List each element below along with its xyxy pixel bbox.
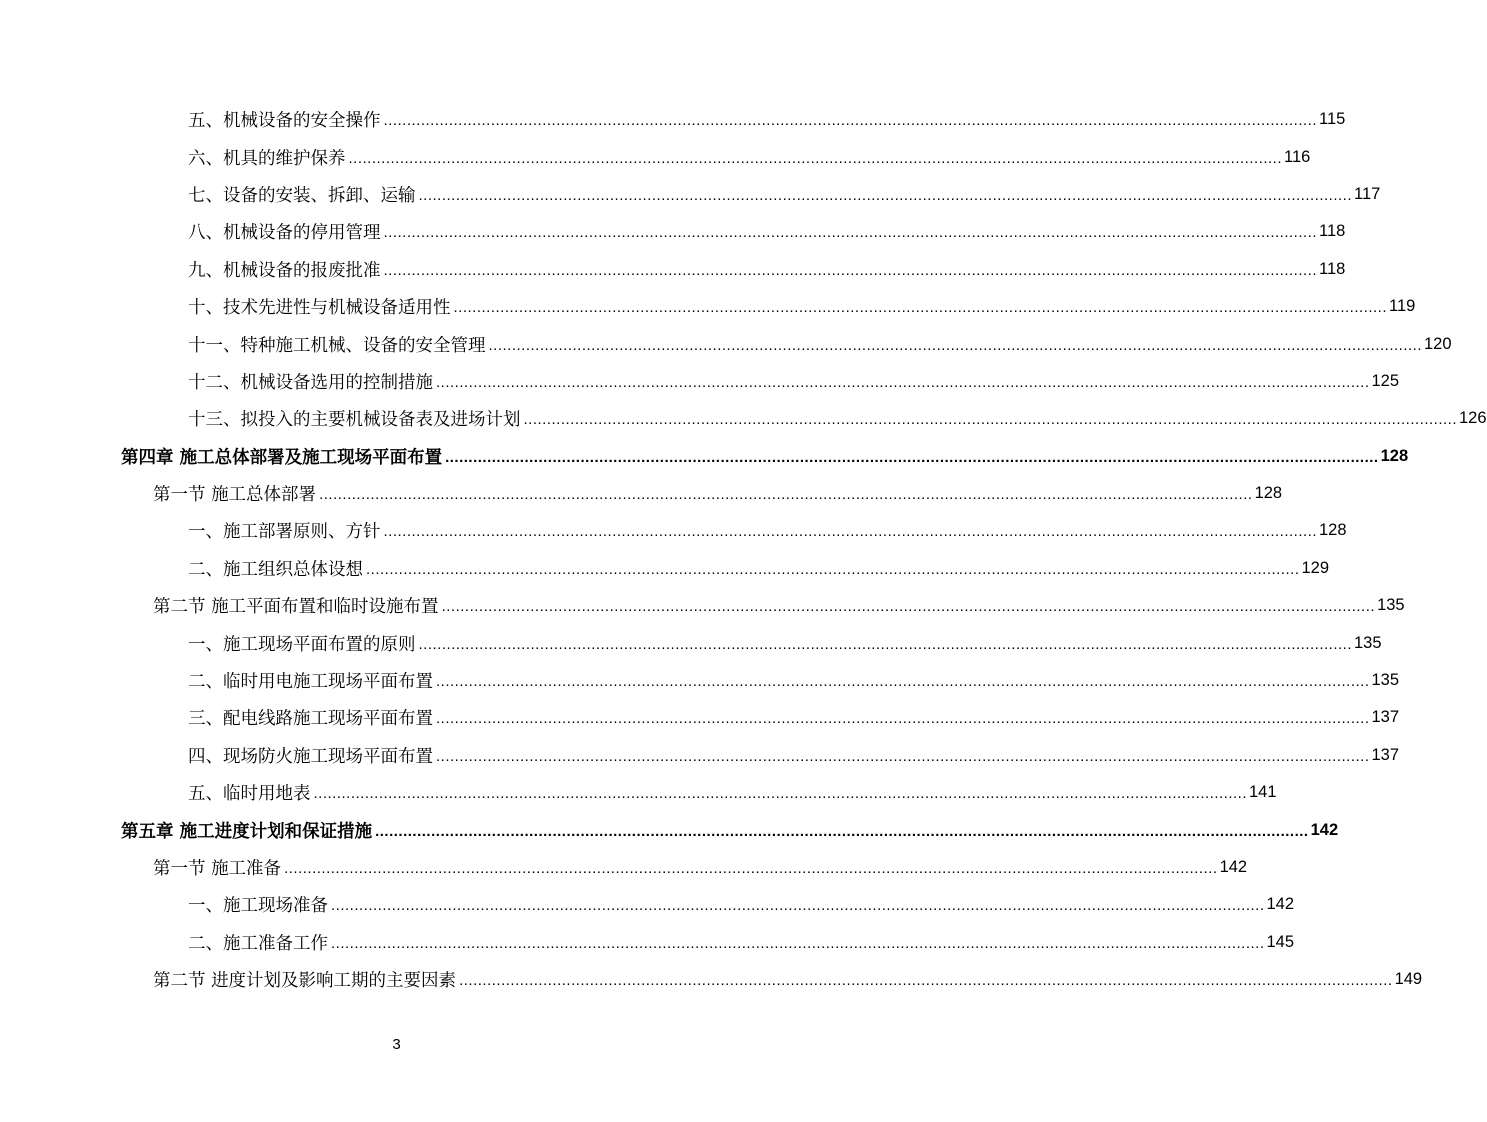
toc-leader-dots: ........................................................................................................................................................................................................ <box>284 860 1218 877</box>
toc-subsection-entry[interactable] <box>0 101 1346 138</box>
toc-subsection-entry[interactable] <box>0 288 1416 325</box>
toc-subsection-entry[interactable] <box>0 737 1400 774</box>
toc-section-entry[interactable] <box>0 849 1248 886</box>
toc-leader-dots: ........................................................................................................................................................................................................ <box>348 149 1282 167</box>
toc-leader-dots: ........................................................................................................................................................................................................ <box>383 224 1317 242</box>
toc-entry-title: 十三、拟投入的主要机械设备表及进场计划 <box>188 410 521 431</box>
toc-leader-dots: ........................................................................................................................................................................................................ <box>313 785 1247 803</box>
toc-entry-page: 149 <box>1394 970 1423 989</box>
toc-entry-title: 二、临时用电施工现场平面布置 <box>188 672 433 693</box>
toc-leader-dots: ........................................................................................................................................................................................................ <box>436 373 1370 391</box>
toc-leader-dots: ........................................................................................................................................................................................................ <box>445 448 1379 466</box>
toc-entry-title: 十二、机械设备选用的控制措施 <box>188 372 433 393</box>
toc-entry-title: 第二节 施工平面布置和临时设施布置 <box>153 597 439 618</box>
toc-leader-dots: ........................................................................................................................................................................................................ <box>441 598 1376 616</box>
toc-entry-title: 七、设备的安装、拆卸、运输 <box>188 185 416 206</box>
toc-entry-title: 第四章 施工总体部署及施工现场平面布置 <box>121 447 443 468</box>
toc-subsection-entry[interactable] <box>0 213 1346 250</box>
toc-entry-page: 115 <box>1319 110 1346 129</box>
toc-entry-page: 128 <box>1254 484 1283 503</box>
toc-leader-dots: ........................................................................................................................................................................................................ <box>331 897 1265 915</box>
table-of-contents <box>0 101 1487 998</box>
toc-subsection-entry[interactable] <box>0 176 1381 213</box>
toc-entry-page: 135 <box>1377 596 1405 615</box>
toc-entry-page: 129 <box>1301 558 1330 577</box>
toc-entry-title: 五、临时用地表 <box>188 784 311 805</box>
toc-entry-title: 八、机械设备的停用管理 <box>188 223 381 244</box>
toc-entry-page: 126 <box>1459 409 1487 428</box>
toc-entry-title: 六、机具的维护保养 <box>188 148 346 169</box>
toc-subsection-entry[interactable] <box>0 138 1311 175</box>
toc-subsection-entry[interactable] <box>0 886 1295 923</box>
toc-chapter-entry[interactable] <box>0 438 1409 475</box>
toc-leader-dots: ........................................................................................................................................................................................................ <box>488 336 1422 354</box>
toc-entry-title: 四、现场防火施工现场平面布置 <box>188 746 433 767</box>
toc-entry-page: 118 <box>1319 259 1346 278</box>
toc-leader-dots: ........................................................................................................................................................................................................ <box>375 822 1309 840</box>
toc-subsection-entry[interactable] <box>0 512 1347 549</box>
toc-entry-title: 十一、特种施工机械、设备的安全管理 <box>188 335 486 356</box>
toc-subsection-entry[interactable] <box>0 550 1330 587</box>
toc-leader-dots: ........................................................................................................................................................................................................ <box>366 560 1300 578</box>
toc-entry-title: 第二节 进度计划及影响工期的主要因素 <box>153 971 457 992</box>
toc-subsection-entry[interactable] <box>0 363 1400 400</box>
toc-entry-page: 137 <box>1371 708 1400 727</box>
toc-section-entry[interactable] <box>0 961 1423 998</box>
toc-leader-dots: ........................................................................................................................................................................................................ <box>453 299 1387 317</box>
toc-leader-dots: ........................................................................................................................................................................................................ <box>383 523 1317 541</box>
toc-entry-page: 128 <box>1380 446 1409 465</box>
toc-entry-title: 五、机械设备的安全操作 <box>188 111 381 132</box>
toc-entry-page: 142 <box>1219 858 1248 876</box>
toc-subsection-entry[interactable] <box>0 662 1400 699</box>
toc-subsection-entry[interactable] <box>0 624 1382 661</box>
toc-leader-dots: ........................................................................................................................................................................................................ <box>383 261 1317 279</box>
toc-entry-page: 145 <box>1266 932 1295 951</box>
toc-entry-page: 135 <box>1354 633 1382 652</box>
toc-entry-page: 116 <box>1284 147 1311 166</box>
toc-entry-page: 119 <box>1389 297 1416 316</box>
toc-entry-title: 第一节 施工准备 <box>153 859 282 879</box>
toc-entry-page: 142 <box>1266 895 1295 914</box>
toc-leader-dots: ........................................................................................................................................................................................................ <box>418 635 1352 653</box>
toc-section-entry[interactable] <box>0 587 1405 624</box>
toc-leader-dots: ........................................................................................................................................................................................................ <box>418 186 1352 204</box>
toc-entry-title: 十、技术先进性与机械设备适用性 <box>188 298 451 319</box>
toc-leader-dots: ........................................................................................................................................................................................................ <box>436 710 1370 728</box>
toc-leader-dots: ........................................................................................................................................................................................................ <box>436 673 1370 691</box>
toc-subsection-entry[interactable] <box>0 699 1400 736</box>
toc-entry-title: 二、施工组织总体设想 <box>188 559 363 580</box>
toc-leader-dots: ........................................................................................................................................................................................................ <box>319 486 1253 504</box>
toc-entry-page: 142 <box>1310 820 1339 839</box>
toc-entry-page: 141 <box>1249 783 1277 802</box>
toc-chapter-entry[interactable] <box>0 811 1339 848</box>
page-number: 3 <box>392 1036 401 1053</box>
toc-leader-dots: ........................................................................................................................................................................................................ <box>523 411 1457 429</box>
toc-entry-page: 120 <box>1424 334 1452 353</box>
toc-subsection-entry[interactable] <box>0 251 1346 288</box>
toc-section-entry[interactable] <box>0 475 1283 512</box>
toc-leader-dots: ........................................................................................................................................................................................................ <box>383 112 1317 130</box>
toc-subsection-entry[interactable] <box>0 774 1277 811</box>
toc-entry-page: 118 <box>1319 222 1346 241</box>
toc-leader-dots: ........................................................................................................................................................................................................ <box>436 747 1370 765</box>
toc-entry-title: 二、施工准备工作 <box>188 933 328 954</box>
toc-entry-title: 一、施工现场平面布置的原则 <box>188 634 416 655</box>
toc-entry-title: 三、配电线路施工现场平面布置 <box>188 709 433 730</box>
toc-subsection-entry[interactable] <box>0 400 1487 437</box>
toc-entry-page: 135 <box>1371 671 1400 690</box>
toc-entry-page: 117 <box>1354 184 1381 203</box>
toc-entry-title: 一、施工部署原则、方针 <box>188 522 381 543</box>
toc-entry-title: 九、机械设备的报废批准 <box>188 260 381 281</box>
toc-entry-page: 128 <box>1319 521 1347 540</box>
toc-entry-page: 125 <box>1371 371 1400 390</box>
toc-subsection-entry[interactable] <box>0 924 1295 961</box>
toc-subsection-entry[interactable] <box>0 325 1452 362</box>
toc-leader-dots: ........................................................................................................................................................................................................ <box>331 934 1265 952</box>
toc-entry-title: 第五章 施工进度计划和保证措施 <box>121 821 373 842</box>
toc-leader-dots: ........................................................................................................................................................................................................ <box>459 972 1393 990</box>
toc-entry-title: 第一节 施工总体部署 <box>153 485 317 506</box>
toc-entry-page: 137 <box>1371 745 1400 764</box>
toc-entry-title: 一、施工现场准备 <box>188 896 328 917</box>
